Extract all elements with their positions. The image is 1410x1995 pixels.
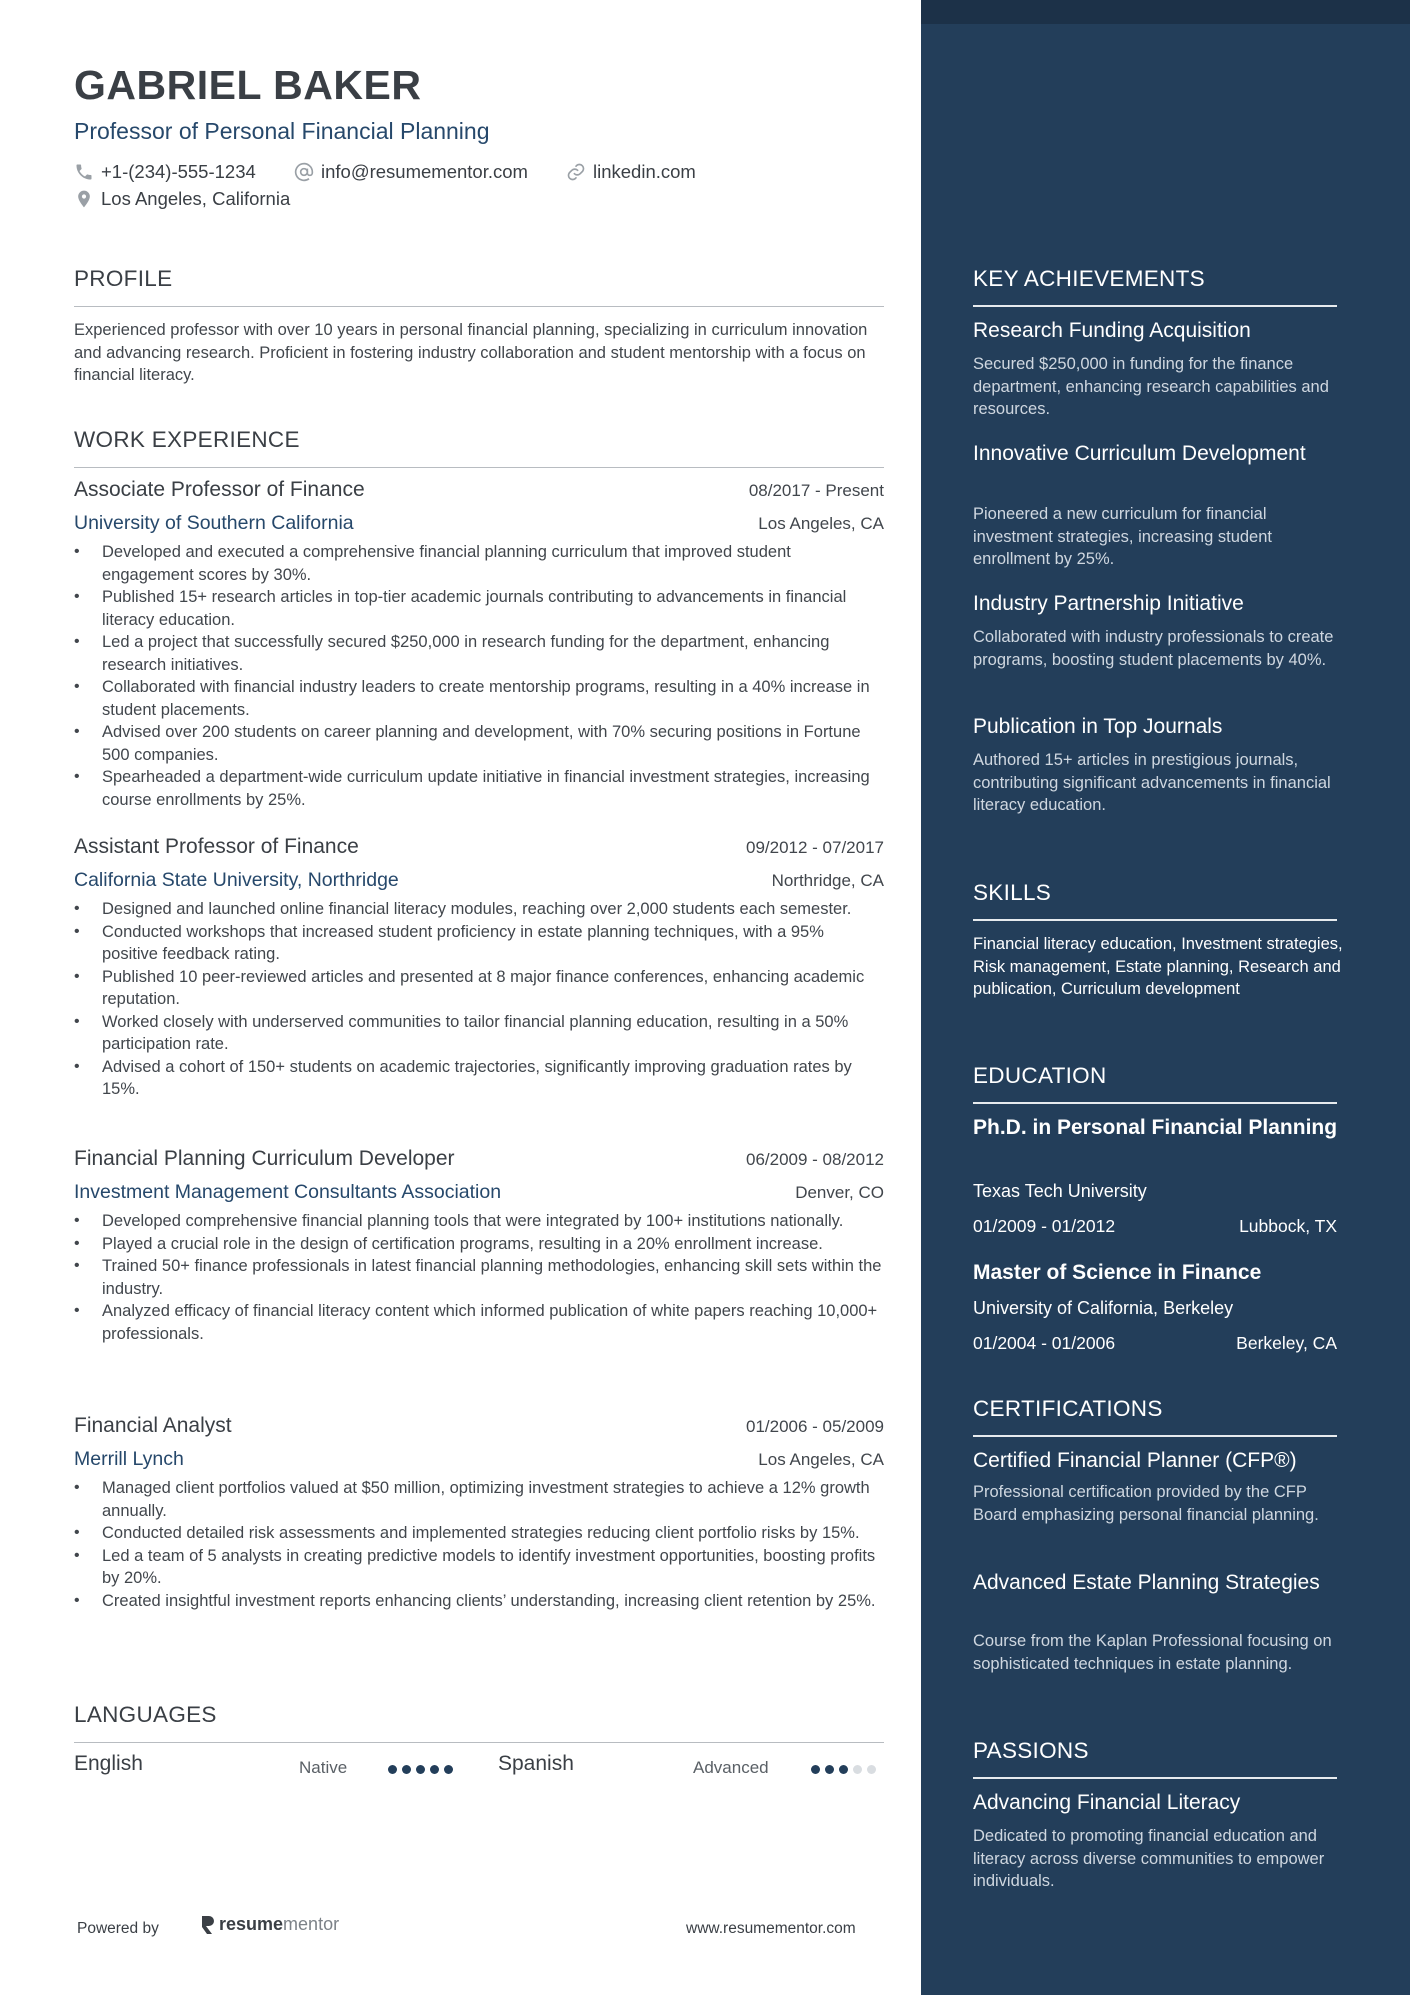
passion-text: Dedicated to promoting financial education and literacy across diverse communities to empower individuals. (973, 1827, 1325, 1890)
achievement-title: Research Funding Acquisition (973, 319, 1251, 342)
job-title: Associate Professor of Finance (74, 478, 365, 501)
rating-dot-filled (444, 1765, 453, 1774)
rating-dot-filled (811, 1765, 820, 1774)
logo-mark-icon (200, 1915, 214, 1935)
job-title: Assistant Professor of Finance (74, 835, 359, 858)
certifications-divider (973, 1435, 1337, 1437)
job-bullet: • Designed and launched online financial literacy modules, reaching over 2,000 students each semester. (74, 898, 884, 921)
phone-text: +1-(234)-555-1234 (101, 161, 256, 182)
contact-email[interactable] (294, 161, 528, 183)
rating-dot-filled (430, 1765, 439, 1774)
job-bullet: • Managed client portfolios valued at $50 million, optimizing investment strategies to achieve a 12% growth annually. (74, 1477, 884, 1522)
achievements-divider (973, 305, 1337, 307)
job-entry (74, 835, 884, 1101)
location-text: Los Angeles, California (101, 188, 291, 209)
job-bullet: • Analyzed efficacy of financial literacy content which informed publication of white papers reaching 10,000+ professionals. (74, 1300, 884, 1345)
rating-dot-filled (402, 1765, 411, 1774)
education-dates: 01/2009 - 01/2012 (973, 1216, 1116, 1236)
profile-divider (74, 306, 884, 307)
profile-summary: Experienced professor with over 10 years in personal financial planning, specializing in curriculum innovation and advancing research. Proficient in fostering industry collaboration and student mentorship with a focus on financial literacy. (74, 321, 868, 384)
achievements-heading: KEY ACHIEVEMENTS (973, 266, 1205, 291)
education-location: Lubbock, TX (1239, 1216, 1337, 1236)
job-bullet: • Advised a cohort of 150+ students on academic trajectories, significantly improving graduation rates by 15%. (74, 1056, 884, 1101)
education-school: University of California, Berkeley (973, 1298, 1234, 1318)
at-sign-icon (294, 162, 314, 182)
profile-heading: PROFILE (74, 266, 173, 291)
job-entry (74, 1147, 884, 1345)
achievement-text: Secured $250,000 in funding for the finance department, enhancing research capabilities and resources. (973, 355, 1329, 418)
education-location: Berkeley, CA (1236, 1333, 1337, 1353)
job-entry (74, 478, 884, 811)
certification-text: Course from the Kaplan Professional focusing on sophisticated techniques in estate planning. (973, 1632, 1332, 1673)
job-title: Financial Planning Curriculum Developer (74, 1147, 455, 1170)
job-bullet: • Played a crucial role in the design of certification programs, resulting in a 20% enrollment increase. (74, 1233, 884, 1256)
resumementor-logo[interactable] (200, 1914, 339, 1935)
rating-dot-empty (867, 1765, 876, 1774)
job-organization: Investment Management Consultants Association (74, 1181, 502, 1203)
rating-dot-filled (388, 1765, 397, 1774)
sidebar-top-bar (921, 0, 1410, 24)
certification-title: Certified Financial Planner (CFP®) (973, 1449, 1297, 1472)
footer-powered-by: Powered by (77, 1920, 159, 1937)
candidate-name: GABRIEL BAKER (74, 62, 422, 108)
contact-linkedin[interactable] (566, 161, 696, 183)
sidebar (921, 0, 1410, 1995)
certifications-heading: CERTIFICATIONS (973, 1396, 1163, 1421)
language-name: English (74, 1752, 143, 1775)
location-pin-icon (74, 189, 94, 209)
passions-divider (973, 1777, 1337, 1779)
job-bullets (74, 541, 884, 811)
job-bullet: • Conducted workshops that increased student proficiency in estate planning techniques, with a 95% positive feedback rating. (74, 921, 884, 966)
contact-location (74, 188, 290, 210)
skills-divider (973, 919, 1337, 921)
rating-dot-filled (416, 1765, 425, 1774)
job-bullet: • Collaborated with financial industry leaders to create mentorship programs, resulting in a 40% increase in student placements. (74, 676, 884, 721)
link-icon (566, 162, 586, 182)
job-dates: 06/2009 - 08/2012 (745, 1150, 884, 1169)
language-name: Spanish (498, 1752, 574, 1775)
achievement-title: Publication in Top Journals (973, 715, 1223, 738)
logo-text-bold: resume (219, 1914, 284, 1934)
job-bullet: • Led a team of 5 analysts in creating predictive models to identify investment opportunities, boosting profits by 20%. (74, 1545, 884, 1590)
education-divider (973, 1102, 1337, 1104)
language-rating (811, 1765, 876, 1774)
achievement-title: Industry Partnership Initiative (973, 592, 1244, 615)
achievement-text: Pioneered a new curriculum for financial investment strategies, increasing student enrollment by 25%. (973, 505, 1272, 568)
job-organization: California State University, Northridge (74, 869, 399, 891)
skills-heading: SKILLS (973, 880, 1052, 905)
education-heading: EDUCATION (973, 1063, 1107, 1088)
job-bullet: • Trained 50+ finance professionals in latest financial planning methodologies, enhancing skill sets within the industry. (74, 1255, 884, 1300)
job-bullet: • Developed and executed a comprehensive financial planning curriculum that improved student engagement scores by 30%. (74, 541, 884, 586)
passion-title: Advancing Financial Literacy (973, 1791, 1241, 1814)
job-location: Los Angeles, CA (758, 1450, 884, 1469)
phone-icon (74, 162, 94, 182)
education-dates: 01/2004 - 01/2006 (973, 1333, 1116, 1353)
job-title: Financial Analyst (74, 1414, 232, 1437)
language-level: Native (299, 1758, 348, 1777)
job-bullet: • Led a project that successfully secured $250,000 in research funding for the department, enhancing research initiatives. (74, 631, 884, 676)
job-bullet: • Conducted detailed risk assessments and implemented strategies reducing client portfolio risks by 15%. (74, 1522, 884, 1545)
education-school: Texas Tech University (973, 1181, 1147, 1201)
job-bullet: • Published 15+ research articles in top-tier academic journals contributing to advancements in financial literacy education. (74, 586, 884, 631)
job-bullets (74, 898, 884, 1101)
linkedin-text: linkedin.com (593, 161, 696, 182)
job-location: Los Angeles, CA (758, 514, 884, 533)
job-location: Denver, CO (795, 1183, 884, 1202)
experience-divider (74, 467, 884, 468)
logo-text-light: mentor (283, 1914, 340, 1934)
job-bullet: • Developed comprehensive financial planning tools that were integrated by 100+ institutions nationally. (74, 1210, 884, 1233)
email-text: info@resumementor.com (321, 161, 528, 182)
education-degree: Ph.D. in Personal Financial Planning (973, 1116, 1338, 1139)
education-degree: Master of Science in Finance (973, 1261, 1262, 1284)
passions-heading: PASSIONS (973, 1738, 1089, 1763)
languages-heading: LANGUAGES (74, 1702, 217, 1727)
job-dates: 01/2006 - 05/2009 (745, 1417, 884, 1436)
contact-phone[interactable] (74, 161, 256, 183)
certification-title: Advanced Estate Planning Strategies (973, 1571, 1320, 1594)
language-rating (388, 1765, 453, 1774)
job-entry (74, 1414, 884, 1612)
language-level: Advanced (693, 1758, 769, 1777)
job-bullet: • Worked closely with underserved communities to tailor financial planning education, resulting in a 50% participation rate. (74, 1011, 884, 1056)
achievement-title: Innovative Curriculum Development (973, 442, 1306, 465)
job-bullet: • Created insightful investment reports enhancing clients’ understanding, increasing client retention by 25%. (74, 1590, 884, 1613)
skills-list: Financial literacy education, Investment strategies, Risk management, Estate planning, Research and publication, Curriculum development (973, 935, 1343, 998)
rating-dot-empty (853, 1765, 862, 1774)
job-organization: University of Southern California (74, 512, 354, 534)
achievement-text: Authored 15+ articles in prestigious journals, contributing significant advancements in financial literacy education. (973, 751, 1331, 814)
job-bullet: • Published 10 peer-reviewed articles and presented at 8 major finance conferences, enhancing academic reputation. (74, 966, 884, 1011)
rating-dot-filled (839, 1765, 848, 1774)
job-dates: 08/2017 - Present (748, 481, 884, 500)
job-bullet: • Spearheaded a department-wide curriculum update initiative in financial investment strategies, increasing course enrollments by 25%. (74, 766, 884, 811)
job-bullets (74, 1210, 884, 1345)
candidate-title: Professor of Personal Financial Planning (74, 118, 490, 144)
job-bullets (74, 1477, 884, 1612)
job-location: Northridge, CA (771, 871, 884, 890)
footer-url[interactable]: www.resumementor.com (686, 1920, 856, 1937)
languages-divider (74, 1742, 884, 1743)
job-bullet: • Advised over 200 students on career planning and development, with 70% securing positions in Fortune 500 companies. (74, 721, 884, 766)
experience-heading: WORK EXPERIENCE (74, 427, 300, 452)
job-dates: 09/2012 - 07/2017 (745, 838, 884, 857)
rating-dot-filled (825, 1765, 834, 1774)
certification-text: Professional certification provided by the CFP Board emphasizing personal financial planning. (973, 1483, 1319, 1524)
achievement-text: Collaborated with industry professionals to create programs, boosting student placements by 40%. (973, 628, 1334, 669)
job-organization: Merrill Lynch (74, 1448, 184, 1470)
